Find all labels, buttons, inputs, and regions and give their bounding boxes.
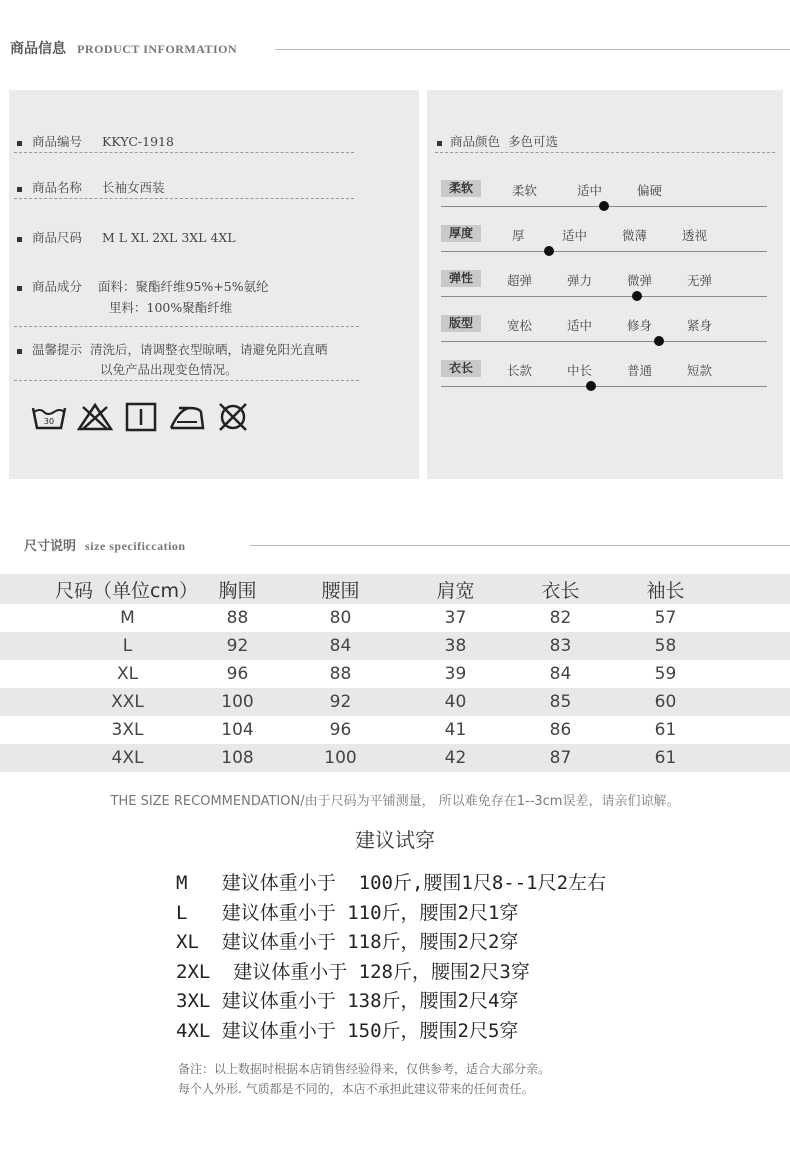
info-row-code xyxy=(17,132,174,150)
info-label: 商品名称 xyxy=(31,180,82,195)
bullet-icon xyxy=(17,141,22,146)
table-cell: 39 xyxy=(444,664,467,684)
product-info-subtitle: PRODUCT INFORMATION xyxy=(77,42,238,56)
attribute-option: 适中 xyxy=(567,318,593,333)
suggest-line: L 建议体重小于 110斤，腰围2尺1穿 xyxy=(176,901,519,924)
info-value: KKYC-1918 xyxy=(101,134,174,149)
color-value: 多色可选 xyxy=(507,134,558,149)
table-row xyxy=(0,688,790,716)
attribute-option: 柔软 xyxy=(512,183,538,198)
table-cell: 88 xyxy=(329,664,352,684)
attribute-option: 超弹 xyxy=(507,273,533,288)
table-cell: 96 xyxy=(329,720,352,740)
bullet-icon xyxy=(17,237,22,242)
table-cell: 85 xyxy=(549,692,572,712)
divider xyxy=(435,152,775,153)
table-cell: XL xyxy=(116,664,139,684)
attribute-scale-line xyxy=(441,341,767,342)
care-icons xyxy=(31,400,261,434)
product-info-header xyxy=(10,38,790,58)
table-cell: 108 xyxy=(221,748,254,768)
attribute-tag: 版型 xyxy=(441,315,481,332)
size-spec-header xyxy=(24,535,186,555)
product-info-left-panel xyxy=(9,90,419,479)
attribute-option: 适中 xyxy=(562,228,588,243)
attribute-option: 适中 xyxy=(577,183,603,198)
table-cell: 86 xyxy=(549,720,572,740)
care-label: 30 xyxy=(43,417,55,426)
size-note: THE SIZE RECOMMENDATION/由于尺码为平铺测量， 所以难免存在1--3cm误差，请亲们谅解。 xyxy=(110,794,680,809)
info-row-material xyxy=(17,277,269,295)
attribute-row xyxy=(427,360,783,400)
table-cell: 87 xyxy=(549,748,572,768)
attribute-option: 短款 xyxy=(687,363,713,378)
header-divider xyxy=(275,49,790,50)
header-size: 尺码（单位cm） xyxy=(55,580,198,602)
bullet-icon xyxy=(437,141,442,146)
header-bust: 胸围 xyxy=(218,580,257,602)
table-cell: 84 xyxy=(549,664,572,684)
header-length: 衣长 xyxy=(541,580,580,602)
attribute-level-dot xyxy=(654,336,664,346)
table-cell: 59 xyxy=(654,664,677,684)
attribute-option: 无弹 xyxy=(687,273,713,288)
table-cell: M xyxy=(120,608,135,628)
table-cell: 92 xyxy=(226,636,249,656)
divider xyxy=(14,380,359,381)
size-divider xyxy=(250,545,790,546)
header-waist: 腰围 xyxy=(321,580,360,602)
table-cell: 84 xyxy=(329,636,352,656)
attribute-option: 弹力 xyxy=(567,273,593,288)
info-row-name xyxy=(17,178,165,196)
info-row-tips xyxy=(17,340,328,358)
attribute-tag: 弹性 xyxy=(441,270,481,287)
suggest-line: M 建议体重小于 100斤,腰围1尺8--1尺2左右 xyxy=(176,872,607,894)
info-value: 长袖女西装 xyxy=(101,180,165,195)
attribute-tag: 衣长 xyxy=(441,360,481,377)
info-label: 商品尺码 xyxy=(31,230,82,245)
bullet-icon xyxy=(17,286,22,291)
info-value: 清洗后，请调整衣型晾晒，请避免阳光直晒 xyxy=(89,342,328,357)
remark-line-2: 每个人外形. 气质都是不同的，本店不承担此建议带来的任何责任。 xyxy=(178,1082,534,1096)
attribute-row xyxy=(427,180,783,220)
table-cell: 38 xyxy=(444,636,467,656)
attribute-option: 微薄 xyxy=(622,228,648,243)
table-cell: 57 xyxy=(654,608,677,628)
attribute-level-dot xyxy=(544,246,554,256)
table-cell: 92 xyxy=(329,692,352,712)
table-cell: 41 xyxy=(444,720,467,740)
attribute-level-dot xyxy=(599,201,609,211)
header-shoulder: 肩宽 xyxy=(436,580,475,602)
attribute-level-dot xyxy=(586,381,596,391)
table-row xyxy=(0,660,790,688)
info-label: 温馨提示 xyxy=(31,342,82,357)
info-label: 商品编号 xyxy=(31,134,82,149)
table-cell: 58 xyxy=(654,636,677,656)
divider xyxy=(14,326,359,327)
size-spec-title: 尺寸说明 xyxy=(24,539,77,554)
table-cell: 82 xyxy=(549,608,572,628)
info-value: 面料：聚酯纤维95%+5%氨纶 xyxy=(97,279,269,294)
suggest-line: XL 建议体重小于 118斤，腰围2尺2穿 xyxy=(176,931,519,953)
attribute-option: 透视 xyxy=(682,228,708,243)
suggest-line: 3XL 建议体重小于 138斤，腰围2尺4穿 xyxy=(176,990,519,1012)
divider xyxy=(14,198,354,199)
table-cell: 42 xyxy=(444,748,467,768)
attribute-scale-line xyxy=(441,251,767,252)
attribute-scale-line xyxy=(441,386,767,387)
info-value: M L XL 2XL 3XL 4XL xyxy=(101,230,236,245)
table-cell: 80 xyxy=(329,608,352,628)
table-cell: 61 xyxy=(654,720,677,740)
table-cell: 88 xyxy=(226,608,249,628)
divider xyxy=(14,152,354,153)
table-cell: 60 xyxy=(654,692,677,712)
table-cell: 61 xyxy=(654,748,677,768)
attribute-option: 厚 xyxy=(512,228,525,243)
table-cell: 3XL xyxy=(111,720,144,740)
attribute-level-dot xyxy=(632,291,642,301)
attribute-row xyxy=(427,270,783,310)
info-label: 商品成分 xyxy=(31,279,82,294)
attribute-option: 偏硬 xyxy=(637,183,663,198)
table-cell: L xyxy=(122,636,133,656)
table-cell: 83 xyxy=(549,636,572,656)
attribute-tag: 厚度 xyxy=(441,225,481,242)
iron-icon xyxy=(169,402,205,432)
attribute-option: 修身 xyxy=(627,318,653,333)
wash-30-icon xyxy=(31,402,67,432)
header-sleeve: 袖长 xyxy=(646,580,685,602)
attribute-option: 宽松 xyxy=(507,318,533,333)
tumble-dry-icon xyxy=(123,402,159,432)
table-cell: 100 xyxy=(324,748,357,768)
attribute-row xyxy=(427,225,783,265)
no-dry-clean-icon xyxy=(215,402,251,432)
attribute-option: 普通 xyxy=(627,363,653,378)
attribute-tag: 柔软 xyxy=(441,180,481,197)
attribute-option: 紧身 xyxy=(687,318,713,333)
attribute-option: 长款 xyxy=(507,363,533,378)
table-row xyxy=(0,716,790,744)
attribute-option: 微弹 xyxy=(627,273,653,288)
table-cell: 4XL xyxy=(111,748,144,768)
remark-line-1: 备注：以上数据时根据本店销售经验得来，仅供参考，适合大部分亲。 xyxy=(178,1062,551,1076)
suggest-line: 4XL 建议体重小于 150斤，腰围2尺5穿 xyxy=(176,1019,519,1042)
table-cell: 100 xyxy=(221,692,254,712)
table-cell: 37 xyxy=(444,608,467,628)
product-info-title: 商品信息 xyxy=(10,41,66,57)
product-info-right-panel xyxy=(427,90,783,479)
table-cell: 104 xyxy=(221,720,254,740)
table-row xyxy=(0,632,790,660)
table-cell: 40 xyxy=(444,692,467,712)
no-bleach-icon xyxy=(77,402,113,432)
info-row-size xyxy=(17,228,236,246)
bullet-icon xyxy=(17,349,22,354)
suggest-title: 建议试穿 xyxy=(355,828,435,852)
color-label: 商品颜色 xyxy=(449,134,500,149)
size-spec-subtitle: size specificcation xyxy=(85,539,186,553)
bullet-icon xyxy=(17,187,22,192)
table-row xyxy=(0,744,790,772)
info-row-material-lining: 里料：100%聚酯纤维 xyxy=(109,300,233,315)
attribute-option: 中长 xyxy=(567,363,593,378)
attribute-row xyxy=(427,315,783,355)
color-row xyxy=(437,132,558,150)
attribute-scale-line xyxy=(441,296,767,297)
table-row xyxy=(0,604,790,632)
table-cell: XXL xyxy=(111,692,144,712)
size-table-header xyxy=(0,574,790,604)
info-row-tips-2: 以免产品出现变色情况。 xyxy=(100,362,238,377)
table-cell: 96 xyxy=(226,664,249,684)
suggest-line: 2XL 建议体重小于 128斤，腰围2尺3穿 xyxy=(176,960,530,983)
